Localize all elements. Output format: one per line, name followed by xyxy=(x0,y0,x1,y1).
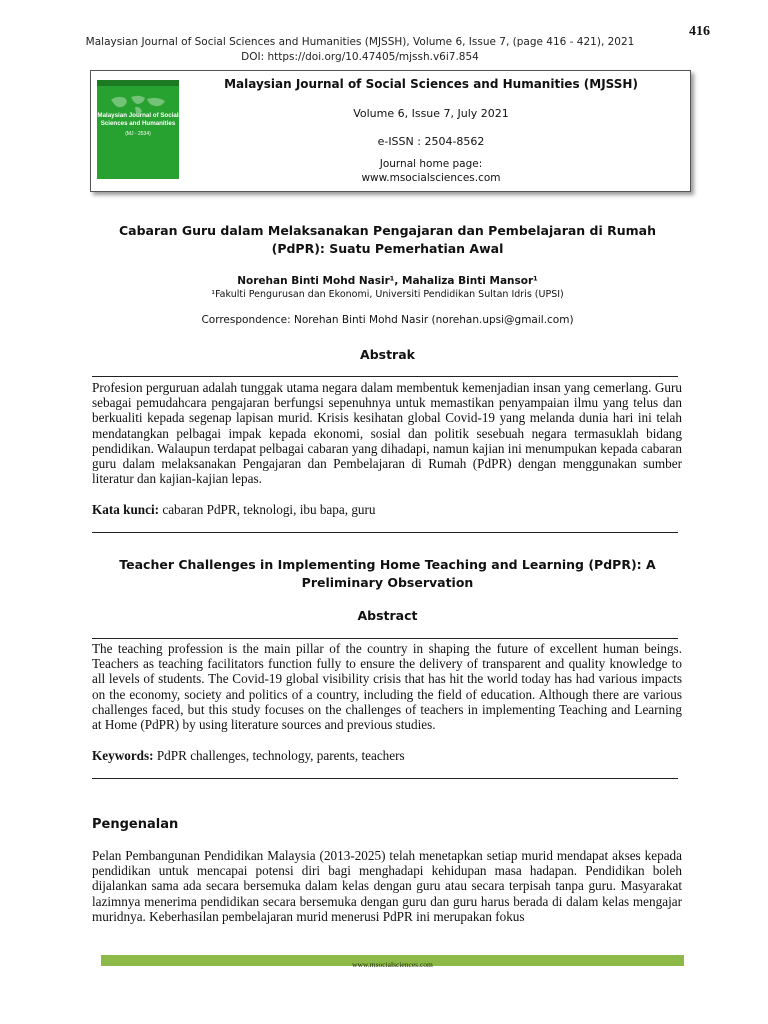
abstract-heading: Abstract xyxy=(357,608,418,623)
journal-eissn: e-ISSN : 2504-8562 xyxy=(377,135,485,148)
running-head-citation: Malaysian Journal of Social Sciences and Humanities (MJSSH), Volume 6, Issue 7, (page 416 - 421), 2021 xyxy=(85,36,635,48)
kata-kunci-list: cabaran PdPR, teknologi, ibu bapa, guru xyxy=(159,502,376,517)
introduction-text: Pelan Pembangunan Pendidikan Malaysia (2013-2025) telah menetapkan setiap murid mendapat akses kepada pendidikan untuk mencapai potensi diri bagi menghadapi kehidupan masa hadapan. Pendidikan boleh dijalankan sama ada secara bersemuka dalam kelas dengan guru atau secara terpisah tanpa guru. Masyarakat lazimnya menerima pendidikan secara bersemuka dengan guru dan guru harus berada di dalam kelas mengajar muridnya. Keberhasilan pembelajaran murid menerusi PdPR ini merupakan fokus xyxy=(92,848,682,924)
divider xyxy=(92,376,678,377)
page-number: 416 xyxy=(689,24,710,39)
journal-volume: Volume 6, Issue 7, July 2021 xyxy=(353,107,509,120)
correspondence: Correspondence: Norehan Binti Mohd Nasir (norehan.upsi@gmail.com) xyxy=(201,314,574,326)
author-list: Norehan Binti Mohd Nasir¹, Mahaliza Binti Mansor¹ xyxy=(237,275,538,287)
keywords-list: PdPR challenges, technology, parents, teachers xyxy=(153,748,405,763)
running-head-doi[interactable]: DOI: https://doi.org/10.47405/mjssh.v6i7.854 xyxy=(241,51,479,63)
article-title-malay: Cabaran Guru dalam Melaksanakan Pengajaran dan Pembelajaran di Rumah (PdPR): Suatu Pemerhatian Awal xyxy=(118,223,657,256)
cover-top-bar xyxy=(97,80,179,86)
homepage-label: Journal home page: xyxy=(379,158,483,170)
divider xyxy=(92,532,678,533)
journal-header-box xyxy=(90,70,691,192)
cover-subtitle: (MJ - 2534) xyxy=(125,131,151,137)
article-title-english: Teacher Challenges in Implementing Home Teaching and Learning (PdPR): A Preliminary Observation xyxy=(119,557,656,590)
journal-title: Malaysian Journal of Social Sciences and Humanities (MJSSH) xyxy=(224,77,638,91)
keywords xyxy=(92,748,405,764)
journal-homepage xyxy=(191,157,671,185)
kata-kunci-label: Kata kunci: xyxy=(92,502,160,517)
divider xyxy=(92,638,678,639)
footer-bar xyxy=(101,955,684,969)
kata-kunci xyxy=(92,502,376,518)
journal-cover-image xyxy=(97,80,179,179)
footer-link[interactable]: www.msocialsciences.com xyxy=(352,960,433,969)
abstract-text: The teaching profession is the main pillar of the country in shaping the future of excellent human beings. Teachers as teaching facilitators function fully to ensure the delivery of transparent and quality knowledge to all levels of students. The Covid-19 global visibility crisis that has hit the world today has had various impacts on the economy, society and politics of a country, including the field of education. Although there are various challenges faced, but this study focuses on the challenges of teachers in implementing Teaching and Learning at Home (PdPR) by using literature sources and previous studies. xyxy=(92,641,682,733)
cover-title: Malaysian Journal of Social Sciences and Humanities xyxy=(97,112,179,127)
homepage-link[interactable]: www.msocialsciences.com xyxy=(361,172,501,184)
abstrak-text: Profesion perguruan adalah tunggak utama negara dalam membentuk kemenjadian insan yang cemerlang. Guru sebagai pemudahcara pengajaran berfungsi sepenuhnya untuk memastikan penyampaian ilmu yang telus dan berkualiti kepada segenap lapisan murid. Krisis kesihatan global Covid-19 yang melanda dunia hari ini telah mendatangkan pelbagai impak kepada ekonomi, sosial dan politik sesebuah negara termasuklah bidang pendidikan. Walaupun terdapat pelbagai cabaran yang dihadapi, namun kajian ini menumpukan kepada cabaran guru dalam melaksanakan Pengajaran dan Pembelajaran di Rumah (PdPR) dengan menggunakan sumber literatur dan kajian-kajian lepas. xyxy=(92,380,682,487)
author-affiliation: ¹Fakulti Pengurusan dan Ekonomi, Universiti Pendidikan Sultan Idris (UPSI) xyxy=(211,289,564,300)
abstrak-heading: Abstrak xyxy=(360,347,415,362)
world-map-icon xyxy=(107,92,169,118)
divider xyxy=(92,778,678,779)
keywords-label: Keywords: xyxy=(92,748,154,763)
introduction-heading: Pengenalan xyxy=(92,817,179,832)
